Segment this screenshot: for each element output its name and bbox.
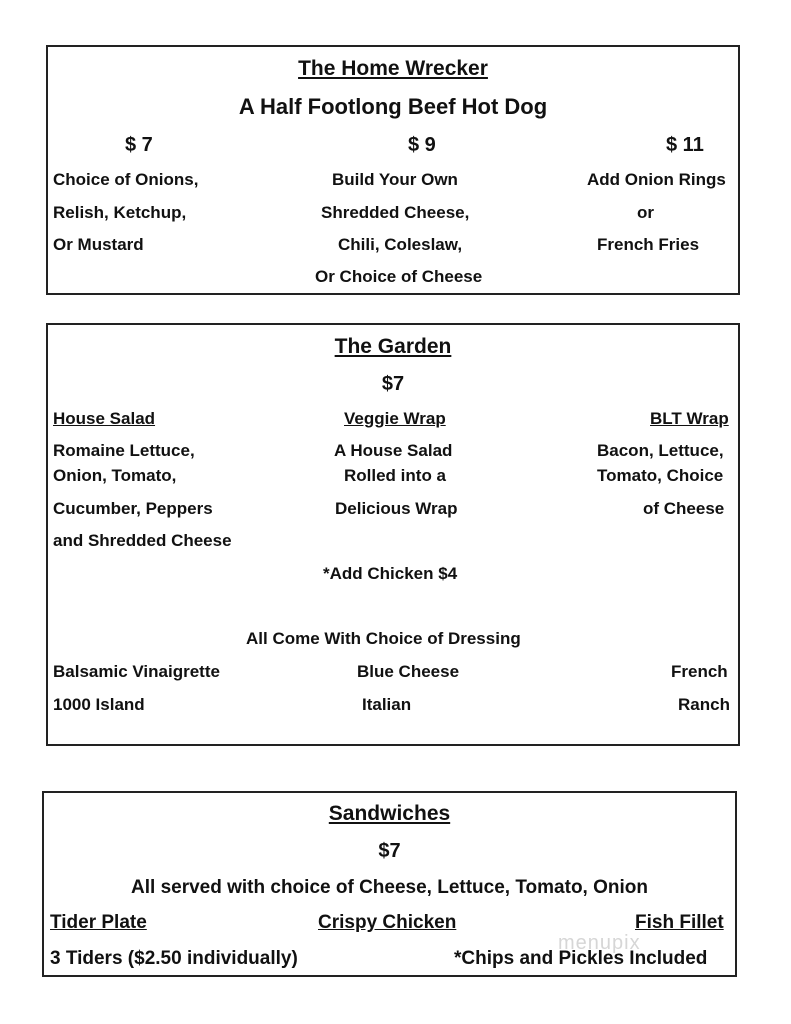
- sandwich-item-crispy-chicken: Crispy Chicken: [318, 912, 457, 933]
- sandwich-item-fish-fillet: Fish Fillet: [635, 912, 724, 933]
- home-wrecker-col1-line: Or Mustard: [53, 235, 144, 254]
- garden-section: [46, 323, 740, 746]
- sandwiches-tider-desc: 3 Tiders ($2.50 individually): [50, 948, 298, 969]
- sandwiches-served-with: All served with choice of Cheese, Lettuce, Tomato, Onion: [131, 877, 648, 898]
- dressing-item: French: [671, 662, 728, 681]
- garden-col3-line: Bacon, Lettuce,: [597, 441, 724, 460]
- garden-price: $7: [381, 373, 405, 395]
- home-wrecker-col2-line: Chili, Coleslaw,: [338, 235, 463, 254]
- garden-col3-line: Tomato, Choice: [597, 466, 724, 485]
- home-wrecker-col1-line: Relish, Ketchup,: [53, 203, 187, 222]
- garden-col2-line: Rolled into a: [344, 466, 446, 485]
- home-wrecker-section: [46, 45, 740, 295]
- home-wrecker-price-2: $ 9: [408, 134, 436, 156]
- home-wrecker-col2-line: Or Choice of Cheese: [315, 267, 483, 286]
- garden-col1-line: Romaine Lettuce,: [53, 441, 195, 460]
- dressing-item: Italian: [362, 695, 412, 714]
- garden-col2-line: Delicious Wrap: [335, 499, 458, 518]
- garden-col3-line: of Cheese: [643, 499, 725, 518]
- garden-title: The Garden: [334, 335, 452, 358]
- sandwiches-title: Sandwiches: [328, 802, 451, 825]
- garden-dressing-heading: All Come With Choice of Dressing: [246, 629, 521, 648]
- home-wrecker-col2-line: Build Your Own: [332, 170, 458, 189]
- garden-house-salad-heading: House Salad: [53, 409, 156, 428]
- home-wrecker-subtitle: A Half Footlong Beef Hot Dog: [238, 94, 548, 119]
- home-wrecker-title: The Home Wrecker: [298, 57, 488, 80]
- garden-add-chicken: *Add Chicken $4: [323, 564, 458, 583]
- sandwiches-chips-note: *Chips and Pickles Included: [454, 948, 708, 969]
- garden-col1-line: Cucumber, Peppers: [53, 499, 213, 518]
- home-wrecker-col3-line: Add Onion Rings: [587, 170, 726, 189]
- dressing-item: 1000 Island: [53, 695, 145, 714]
- garden-col2-line: A House Salad: [334, 441, 453, 460]
- home-wrecker-col3-line: or: [637, 203, 654, 222]
- sandwich-item-tider-plate: Tider Plate: [50, 912, 147, 933]
- dressing-item: Blue Cheese: [357, 662, 460, 681]
- dressing-item: Balsamic Vinaigrette: [53, 662, 220, 681]
- home-wrecker-price-3: $ 11: [666, 134, 704, 156]
- watermark: menupix: [558, 932, 641, 954]
- home-wrecker-col2-line: Shredded Cheese,: [321, 203, 470, 222]
- dressing-item: Ranch: [678, 695, 730, 714]
- home-wrecker-price-1: $ 7: [125, 134, 153, 156]
- sandwiches-price: $7: [378, 840, 401, 862]
- garden-veggie-wrap-heading: Veggie Wrap: [344, 409, 446, 428]
- home-wrecker-col1-line: Choice of Onions,: [53, 170, 199, 189]
- home-wrecker-col3-line: French Fries: [597, 235, 700, 254]
- garden-col1-line: Onion, Tomato,: [53, 466, 177, 485]
- garden-blt-wrap-heading: BLT Wrap: [650, 409, 729, 428]
- garden-col1-line: and Shredded Cheese: [53, 531, 232, 550]
